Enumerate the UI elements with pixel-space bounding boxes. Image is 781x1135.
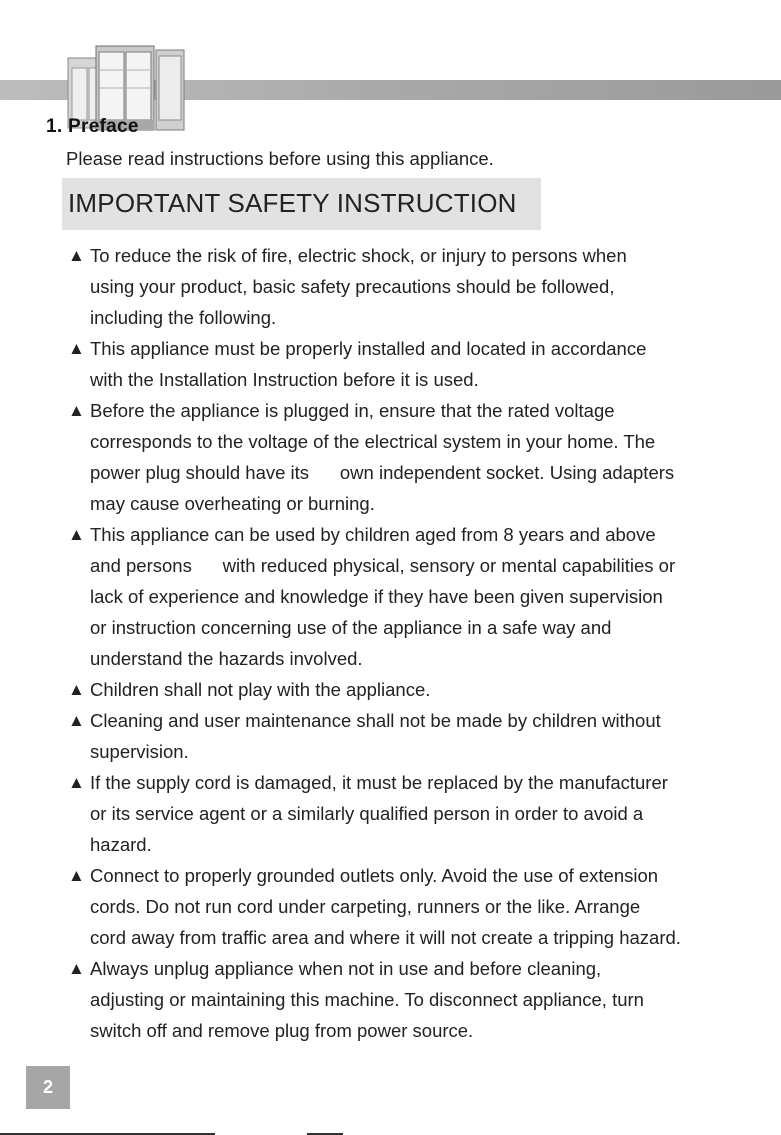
page-number: 2 bbox=[26, 1066, 70, 1109]
safety-item-line: hazard. bbox=[90, 834, 152, 855]
safety-item-line: with the Installation Instruction before it is used. bbox=[90, 369, 479, 390]
section-title: 1. Preface bbox=[46, 116, 139, 137]
safety-item-line: supervision. bbox=[90, 741, 189, 762]
safety-item-line: or instruction concerning use of the appliance in a safe way and bbox=[90, 617, 612, 638]
safety-item-line: power plug should have its own independent socket. Using adapters bbox=[90, 462, 675, 483]
safety-item-line: and persons with reduced physical, sensory or mental capabilities or bbox=[90, 555, 676, 576]
safety-item bbox=[68, 705, 768, 767]
warning-triangle-icon: ▲ bbox=[68, 711, 85, 730]
warning-triangle-icon: ▲ bbox=[68, 525, 85, 544]
safety-item bbox=[68, 674, 768, 705]
safety-item-line: Cleaning and user maintenance shall not be made by children without bbox=[90, 710, 661, 731]
safety-item-line: Before the appliance is plugged in, ensure that the rated voltage bbox=[90, 400, 615, 421]
safety-instructions-list bbox=[68, 240, 768, 1046]
safety-item-line: using your product, basic safety precautions should be followed, bbox=[90, 276, 615, 297]
safety-item-line: cord away from traffic area and where it will not create a tripping hazard. bbox=[90, 927, 681, 948]
warning-triangle-icon: ▲ bbox=[68, 246, 85, 265]
safety-item-line: including the following. bbox=[90, 307, 277, 328]
safety-item-line: or its service agent or a similarly qualified person in order to avoid a bbox=[90, 803, 644, 824]
safety-item bbox=[68, 519, 768, 674]
safety-item-line: Connect to properly grounded outlets only. Avoid the use of extension bbox=[90, 865, 659, 886]
safety-item-line: cords. Do not run cord under carpeting, runners or the like. Arrange bbox=[90, 896, 641, 917]
warning-triangle-icon: ▲ bbox=[68, 773, 85, 792]
safety-item-line: lack of experience and knowledge if they have been given supervision bbox=[90, 586, 663, 607]
safety-item-line: Always unplug appliance when not in use and before cleaning, bbox=[90, 958, 602, 979]
safety-item-line: This appliance can be used by children aged from 8 years and above bbox=[90, 524, 656, 545]
warning-triangle-icon: ▲ bbox=[68, 339, 85, 358]
warning-triangle-icon: ▲ bbox=[68, 959, 85, 978]
safety-item-line: If the supply cord is damaged, it must be replaced by the manufacturer bbox=[90, 772, 668, 793]
intro-text: Please read instructions before using this appliance. bbox=[66, 148, 494, 169]
safety-item bbox=[68, 953, 768, 1046]
safety-item-line: This appliance must be properly installed and located in accordance bbox=[90, 338, 647, 359]
safety-item bbox=[68, 395, 768, 519]
warning-triangle-icon: ▲ bbox=[68, 680, 85, 699]
safety-item-line: switch off and remove plug from power source. bbox=[90, 1020, 474, 1041]
safety-heading: IMPORTANT SAFETY INSTRUCTION bbox=[62, 178, 541, 230]
safety-item-line: may cause overheating or burning. bbox=[90, 493, 375, 514]
safety-item-line: understand the hazards involved. bbox=[90, 648, 363, 669]
safety-item-line: To reduce the risk of fire, electric shock, or injury to persons when bbox=[90, 245, 627, 266]
warning-triangle-icon: ▲ bbox=[68, 866, 85, 885]
safety-item bbox=[68, 767, 768, 860]
safety-item bbox=[68, 240, 768, 333]
warning-triangle-icon: ▲ bbox=[68, 401, 85, 420]
safety-item-line: Children shall not play with the appliance. bbox=[90, 679, 431, 700]
safety-item-line: adjusting or maintaining this machine. To disconnect appliance, turn bbox=[90, 989, 644, 1010]
safety-item bbox=[68, 333, 768, 395]
safety-item bbox=[68, 860, 768, 953]
safety-item-line: corresponds to the voltage of the electrical system in your home. The bbox=[90, 431, 656, 452]
